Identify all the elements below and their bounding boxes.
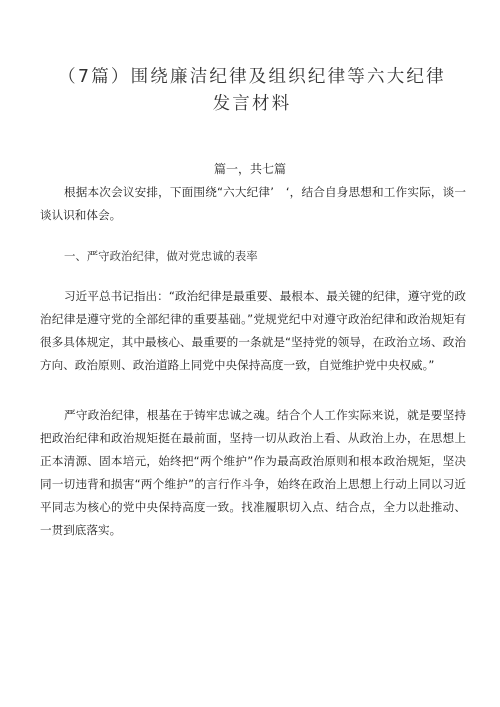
section-heading: 一、严守政治纪律，做对党忠诚的表率 [64, 249, 258, 263]
body-paragraph-loyalty: 严守政治纪律，根基在于铸牢忠诚之魂。结合个人工作实际来说，就是要坚持把政治纪律和政治规矩挺在最前面，坚持一切从政治上看、从政治上办，在思想上正本清源、固本培元，始终把“两个维护”作为最高政治原则和根本政治规矩，坚决同一切违背和损害“两个维护”的言行作斗争，始终在政治上思想上行动上同以习近平同志为核心的党中央保持高度一致。找准履职切入点、结合点，全力以赴推动、一贯到底落实。 [40, 408, 466, 537]
section-subtitle: 篇一，共七篇 [213, 162, 286, 176]
intro-paragraph: 根据本次会议安排，下面围绕“六大纪律’ ‘，结合自身思想和工作实际，谈一谈认识和体会。 [40, 185, 466, 222]
document-title: （7篇）围绕廉洁纪律及组织纪律等六大纪律发言材料 [58, 67, 446, 114]
body-paragraph-quote: 习近平总书记指出：“政治纪律是最重要、最根本、最关键的纪律，遵守党的政治纪律是遵守党的全部纪律的重要基础。”党规党纪中对遵守政治纪律和政治规矩有很多具体规定，其中最核心、最重要的一条就是“坚持党的领导，在政治立场、政治方向、政治原则、政治道路上同党中央保持高度一致，自觉维护党中央权威。” [40, 289, 466, 372]
